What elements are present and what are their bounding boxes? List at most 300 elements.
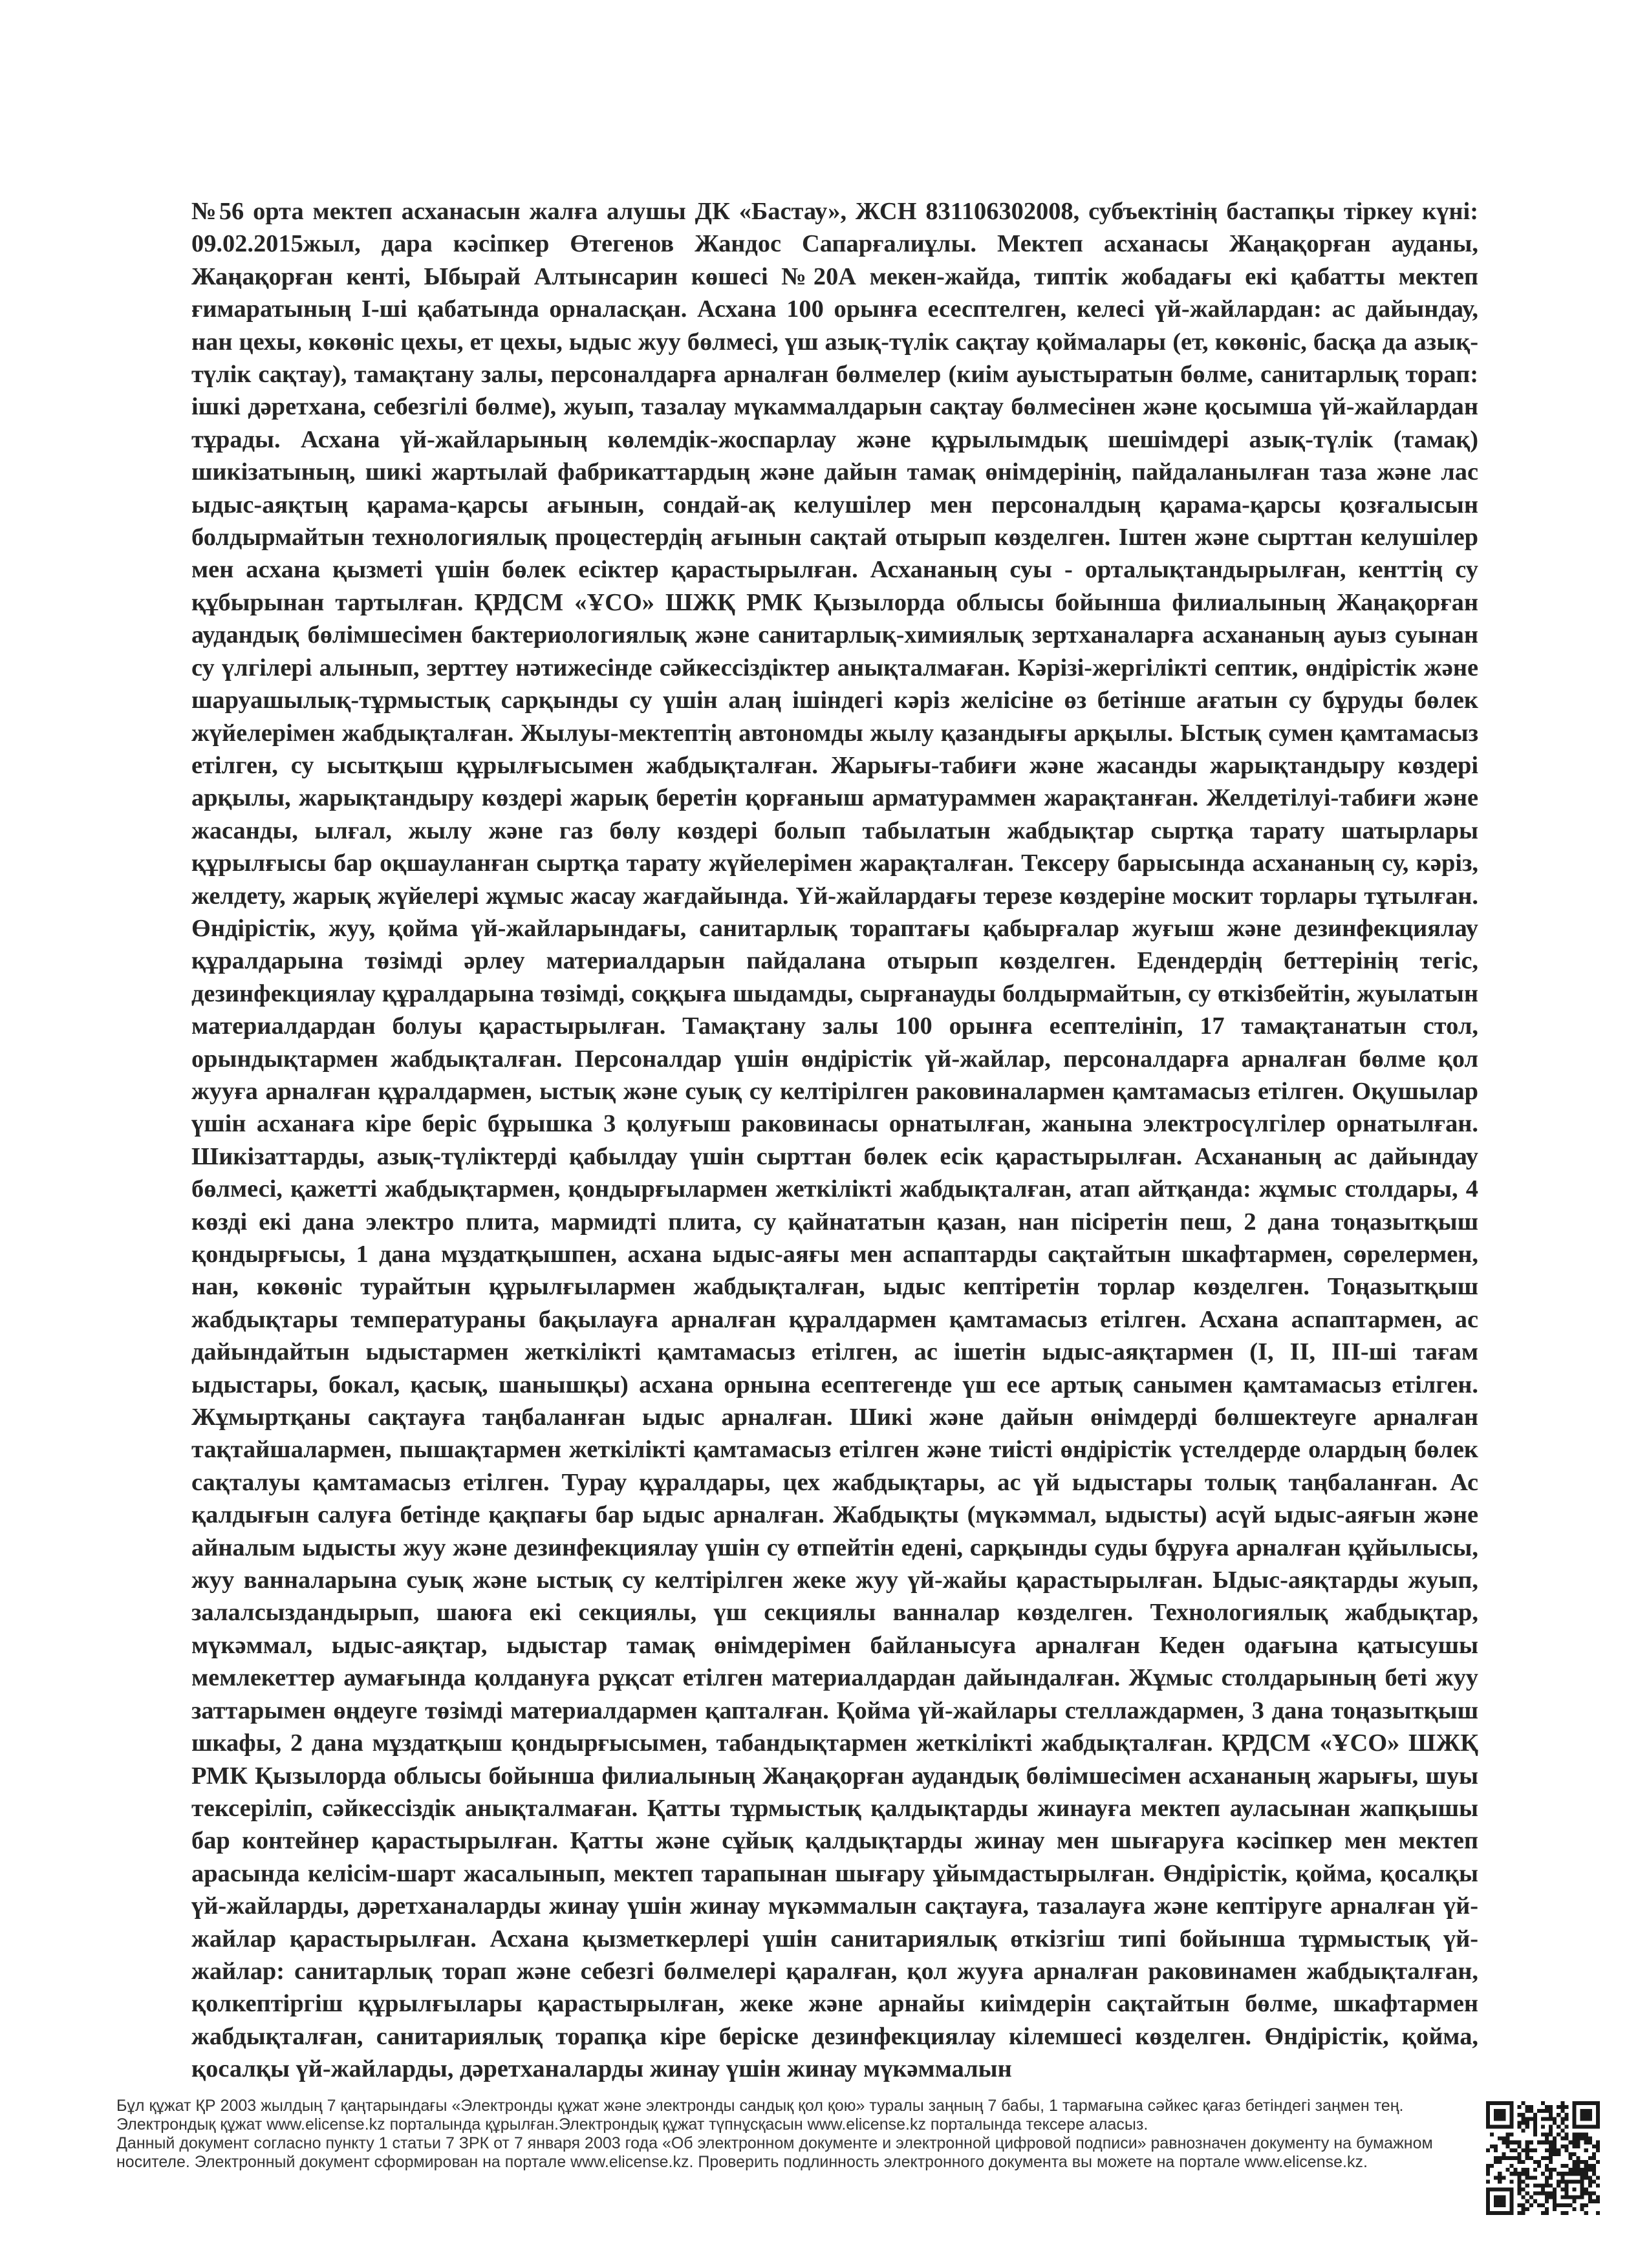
- qr-module: [1564, 2113, 1568, 2117]
- qr-module: [1541, 2109, 1545, 2113]
- qr-module: [1584, 2109, 1588, 2113]
- qr-module: [1580, 2133, 1584, 2137]
- qr-module: [1553, 2199, 1557, 2203]
- qr-module: [1494, 2203, 1498, 2207]
- qr-module: [1522, 2172, 1525, 2176]
- qr-module: [1533, 2148, 1537, 2152]
- qr-module: [1498, 2101, 1502, 2105]
- qr-module: [1568, 2172, 1572, 2176]
- qr-module: [1584, 2203, 1588, 2207]
- qr-module: [1529, 2105, 1533, 2109]
- qr-module: [1494, 2176, 1498, 2179]
- qr-module: [1525, 2124, 1529, 2128]
- qr-module: [1577, 2101, 1580, 2105]
- qr-module: [1522, 2148, 1525, 2152]
- qr-module: [1502, 2196, 1505, 2199]
- qr-module: [1577, 2168, 1580, 2172]
- qr-module: [1588, 2117, 1592, 2121]
- qr-module: [1533, 2183, 1537, 2187]
- qr-module: [1518, 2152, 1522, 2156]
- qr-module: [1513, 2156, 1517, 2160]
- qr-module: [1525, 2141, 1529, 2145]
- qr-module: [1584, 2164, 1588, 2168]
- qr-module: [1486, 2207, 1490, 2211]
- qr-module: [1584, 2176, 1588, 2179]
- footer-line-kz-portal: Электрондық құжат www.elicense.kz порталында құрылған.Электрондық құжат түпнұсқасын www.elicense.kz порталында тексере аласыз.: [116, 2115, 1148, 2134]
- qr-module: [1533, 2117, 1537, 2121]
- qr-module: [1549, 2192, 1553, 2196]
- qr-module: [1498, 2176, 1502, 2179]
- qr-module: [1584, 2137, 1588, 2141]
- qr-module: [1525, 2176, 1529, 2179]
- qr-module: [1588, 2192, 1592, 2196]
- qr-module: [1573, 2133, 1577, 2137]
- qr-module: [1573, 2164, 1577, 2168]
- qr-module: [1553, 2207, 1557, 2211]
- qr-module: [1502, 2141, 1505, 2145]
- qr-module: [1522, 2168, 1525, 2172]
- qr-module: [1518, 2121, 1522, 2124]
- qr-module: [1486, 2179, 1490, 2183]
- qr-module: [1505, 2133, 1509, 2137]
- qr-module: [1522, 2211, 1525, 2215]
- qr-module: [1584, 2148, 1588, 2152]
- qr-module: [1573, 2137, 1577, 2141]
- qr-module: [1498, 2160, 1502, 2164]
- qr-module: [1533, 2168, 1537, 2172]
- qr-module: [1490, 2133, 1494, 2137]
- qr-module: [1588, 2109, 1592, 2113]
- document-body-text: №56 орта мектеп асханасын жалға алушы ДК «Бастау», ЖСН 831106302008, субъектінің бастапқы тіркеу күні: 09.02.2015жыл, дара кәсіпкер Өтегенов Жандос Сапарғалиұлы. Мектеп асханасы Жаңақорған ауданы, Жаңақорған кенті, Ыбырай Алтынсарин көшесі №20А мекен-жайда, типтік жобадағы екі қабатты мектеп ғимаратының І-ші қабатында орналасқан. Асхана 100 орынға есесптелген, келесі үй-жайлардан: ас дайындау, нан цехы, көкөніс цехы, ет цехы, ыдыс жуу бөлмесі, үш азық-түлік сақтау қоймалары (ет, көкөніс, басқа да азық-түлік сақтау), тамақтану залы, персоналдарға арналған бөлмелер (киім ауыстыратын бөлме, санитарлық торап: ішкі дәретхана, себезгілі бөлме), жуып, тазалау мүкаммалдарын сақтау бөлмесінен және қосымша үй-жайлардан тұрады. Асхана үй-жайларының көлемдік-жоспарлау және құрылымдық шешімдері азық-түлік (тамақ) шикізатының, шикі жартылай фабрикаттардың және дайын тамақ өнімдерінің, пайдаланылған таза және лас ыдыс-аяқтың қарама-қарсы ағынын, сондай-ақ келушілер мен персоналдың қарама-қарсы қозғалысын болдырмайтын технологиялық процестердің ағынын сақтай отырып көзделген. Іштен және сырттан келушілер мен асхана қызметі үшін бөлек есіктер қарастырылған. Асхананың суы - орталықтандырылған, кенттің су құбырынан тартылған. ҚРДСМ «ҰСО» ШЖҚ РМК Қызылорда облысы бойынша филиалының Жаңақорған аудандық бөлімшесімен бактериологиялық және санитарлық-химиялық зертханаларға асхананың ауыз суынан су үлгілері алынып, зерттеу нәтижесінде сәйкессіздіктер анықталмаған. Кәрізі-жергілікті септик, өндірістік және шаруашылық-тұрмыстық сарқынды су үшін алаң ішіндегі кәріз желісіне өз бетінше ағатын су бұруды бөлек жүйелерімен жабдықталған. Жылуы-мектептің автономды жылу қазандығы арқылы. Ыстық сумен қамтамасыз етілген, су ысытқыш құрылғысымен жабдықталған. Жарығы-табиғи және жасанды жарықтандыру көздері арқылы, жарықтандыру көздері жарық беретін қорғаныш арматураммен жарақтанған. Желдетілуі-табиғи және жасанды, ылғал, жылу және газ бөлу көздері болып табылатын жабдықтар сыртқа тарату шатырлары құрылғысы бар оқшауланған сыртқа тарату жүйелерімен жарақталған. Тексеру барысында асхананың су, кәріз, желдету, жарық жүйелері жұмыс жасау жағдайында. Үй-жайлардағы терезе көздеріне москит торлары тұтылған. Өндірістік, жуу, қойма үй-жайларындағы, санитарлық тораптағы қабырғалар жуғыш және дезинфекциялау құралдарына төзімді әрлеу материалдарын пайдалана отырып көзделген. Едендердің беттерінің тегіс, дезинфекциялау құралдарына төзімді, соққыға шыдамды, сырғанауды болдырмайтын, су өткізбейтін, жуылатын материалдардан болуы қарастырылған. Тамақтану залы 100 орынға есептелініп, 17 тамақтанатын стол, орындықтармен жабдықталған. Персоналдар үшін өндірістік үй-жайлар, персоналдарға арналған бөлме қол жууға арналған құралдармен, ыстық және суық су келтірілген раковиналармен қамтамасыз етілген. Оқушылар үшін асханаға кіре беріс бұрышка 3 қолуғыш раковинасы орнатылған, жанына электросүлгілер орнатылған. Шикізаттарды, азық-түліктерді қабылдау үшін сырттан бөлек есік қарастырылған. Асхананың ас дайындау бөлмесі, қажетті жабдықтармен, қондырғылармен жеткілікті жабдықталған, атап айтқанда: жұмыс столдары, 4 көзді екі дана электро плита, мармидті плита, су қайнататын қазан, нан пісіретін пеш, 2 дана тоңазытқыш қондырғысы, 1 дана мұздатқышпен, асхана ыдыс-аяғы мен аспаптарды сақтайтын шкафтармен, сөрелермен, нан, көкөніс турайтын құрылғылармен жабдықталған, ыдыс кептіретін торлар көзделген. Тоңазытқыш жабдықтары температураны бақылауға арналған құралдармен қамтамасыз етілген. Асхана аспаптармен, ас дайындайтын ыдыстармен жеткілікті қамтамасыз етілген, ас ішетін ыдыс-аяқтармен (І, ІІ, ІІІ-ші тағам ыдыстары, бокал, қасық, шанышқы) асхана орнына есептегенде үш есе артық санымен қамтамасыз етілген. Жұмыртқаны сақтауға таңбаланған ыдыс арналған. Шикі және дайын өнімдерді бөлшектеуге арналған тақтайшалармен, пышақтармен жеткілікті қамтамасыз етілген және тиісті өндірістік үстелдерде олардың бөлек сақталуы қамтамасыз етілген. Турау құралдары, цех жабдықтары, ас үй ыдыстары толық таңбаланған. Ас қалдығын салуға бетінде қақпағы бар ыдыс арналған. Жабдықты (мүкәммал, ыдысты) асүй ыдыс-аяғын және айналым ыдысты жуу және дезинфекциялау үшін су өтпейтін едені, сарқынды суды бұруға арналған құйылысы, жуу ванналарына суық және ыстық су келтірілген жеке жуу үй-жайы қарастырылған. Ыдыс-аяқтарды жуып, залалсыздандырып, шаюға екі секциялы, үш секциялы ванналар көзделген. Технологиялық жабдықтар, мүкәммал, ыдыс-аяқтар, ыдыстар тамақ өнімдерімен байланысуға арналған Кеден одағына қатысушы мемлекеттер аумағында қолдануға рұқсат етілген материалдардан дайындалған. Жұмыс столдарының беті жуу заттарымен өңдеуге төзімді материалдармен қапталған. Қойма үй-жайлары стеллаждармен, 3 дана тоңазытқыш шкафы, 2 дана мұздатқыш қондырғысымен, табандықтармен жеткілікті жабдықталған. ҚРДСМ «ҰСО» ШЖҚ РМК Қызылорда облысы бойынша филиалының Жаңақорған аудандық бөлімшесімен асхананың жарығы, шуы тексеріліп, сәйкессіздік анықталмаған. Қатты тұрмыстық қалдықтарды жинауға мектеп ауласынан жапқышы бар контейнер қарастырылған. Қатты және сұйық қалдықтарды жинау мен шығаруға кәсіпкер мен мектеп арасында келісім-шарт жасалынып, мектеп тарапынан шығару ұйымдастырылған. Өндірістік, қойма, қосалқы үй-жайларды, дәретханаларды жинау үшін жинау мүкәммалын сақтауға, тазалауға және кептіруге арналған үй-жайлар қарастырылған. Асхана қызметкерлері үшін санитариялық өткізгіш типі бойынша тұрмыстық үй-жайлар: санитарлық торап және себезгі бөлмелері қаралған, қол жууға арналған раковинамен жабдықталған, қолкептіргіш құрылғылары қарастырылған, жеке және арнайы киімдерін сақтайтын бөлме, шкафтармен жабдықталған, санитариялық торапқа кіре беріске дезинфекциялау кілемшесі көзделген. Өндірістік, қойма, қосалқы үй-жайларды, дәретханаларды жинау үшін жинау мүкәммалын: [191, 198, 1478, 2083]
- qr-module: [1549, 2172, 1553, 2176]
- qr-module: [1486, 2101, 1490, 2105]
- qr-module: [1560, 2188, 1564, 2192]
- qr-module: [1518, 2192, 1522, 2196]
- qr-module: [1592, 2179, 1596, 2183]
- qr-module: [1596, 2113, 1600, 2117]
- qr-module: [1568, 2179, 1572, 2183]
- qr-module: [1518, 2188, 1522, 2192]
- qr-module: [1518, 2172, 1522, 2176]
- qr-module: [1498, 2203, 1502, 2207]
- qr-module: [1490, 2188, 1494, 2192]
- qr-module: [1545, 2109, 1549, 2113]
- qr-module: [1502, 2113, 1505, 2117]
- qr-module: [1494, 2145, 1498, 2148]
- qr-module: [1596, 2121, 1600, 2124]
- qr-module: [1498, 2109, 1502, 2113]
- qr-module: [1549, 2141, 1553, 2145]
- qr-module: [1549, 2124, 1553, 2128]
- qr-module: [1588, 2196, 1592, 2199]
- qr-module: [1509, 2148, 1513, 2152]
- qr-module: [1505, 2141, 1509, 2145]
- qr-module: [1560, 2101, 1564, 2105]
- qr-module: [1545, 2133, 1549, 2137]
- qr-module: [1518, 2113, 1522, 2117]
- qr-module: [1509, 2109, 1513, 2113]
- qr-module: [1494, 2101, 1498, 2105]
- qr-module: [1549, 2196, 1553, 2199]
- qr-module: [1584, 2113, 1588, 2117]
- qr-module: [1525, 2109, 1529, 2113]
- qr-module: [1588, 2124, 1592, 2128]
- qr-module: [1580, 2188, 1584, 2192]
- qr-module: [1509, 2121, 1513, 2124]
- qr-module: [1588, 2199, 1592, 2203]
- qr-module: [1494, 2109, 1498, 2113]
- qr-module: [1498, 2172, 1502, 2176]
- qr-module: [1525, 2168, 1529, 2172]
- qr-module: [1580, 2192, 1584, 2196]
- qr-module: [1580, 2160, 1584, 2164]
- qr-module: [1509, 2113, 1513, 2117]
- qr-module: [1509, 2124, 1513, 2128]
- qr-module: [1486, 2164, 1490, 2168]
- qr-module: [1584, 2133, 1588, 2137]
- qr-module: [1490, 2101, 1494, 2105]
- qr-module: [1525, 2152, 1529, 2156]
- qr-module: [1525, 2192, 1529, 2196]
- qr-module: [1541, 2211, 1545, 2215]
- qr-module: [1545, 2164, 1549, 2168]
- qr-module: [1549, 2128, 1553, 2132]
- qr-module: [1584, 2141, 1588, 2145]
- qr-module: [1573, 2179, 1577, 2183]
- qr-module: [1564, 2105, 1568, 2109]
- qr-module: [1580, 2179, 1584, 2183]
- qr-module: [1486, 2188, 1490, 2192]
- qr-module: [1560, 2109, 1564, 2113]
- qr-module: [1549, 2168, 1553, 2172]
- footer-line-kz-law: Бұл құжат ҚР 2003 жылдың 7 қаңтарындағы «Электронды құжат және электронды сандық қол қою» туралы заңның 7 бабы, 1 тармағына сәйкес қағаз бетіндегі заңмен тең.: [116, 2097, 1404, 2115]
- qr-module: [1573, 2172, 1577, 2176]
- qr-module: [1541, 2156, 1545, 2160]
- qr-module: [1494, 2211, 1498, 2215]
- qr-module: [1564, 2164, 1568, 2168]
- qr-module: [1537, 2141, 1541, 2145]
- qr-module: [1596, 2211, 1600, 2215]
- qr-module: [1560, 2211, 1564, 2215]
- qr-module: [1486, 2148, 1490, 2152]
- qr-module: [1549, 2156, 1553, 2160]
- qr-code-icon: [1486, 2101, 1600, 2215]
- qr-module: [1549, 2183, 1553, 2187]
- footer-line-ru-portal: носителе. Электронный документ сформирован на портале www.elicense.kz. Проверить подлинность электронного документа вы можете на портале www.elicense.kz.: [116, 2153, 1368, 2171]
- qr-module: [1533, 2128, 1537, 2132]
- qr-module: [1486, 2113, 1490, 2117]
- qr-module: [1498, 2188, 1502, 2192]
- qr-module: [1592, 2199, 1596, 2203]
- qr-module: [1518, 2176, 1522, 2179]
- qr-module: [1545, 2207, 1549, 2211]
- qr-module: [1545, 2141, 1549, 2145]
- qr-module: [1498, 2211, 1502, 2215]
- qr-module: [1502, 2137, 1505, 2141]
- qr-module: [1573, 2196, 1577, 2199]
- qr-module: [1592, 2164, 1596, 2168]
- qr-module: [1502, 2156, 1505, 2160]
- qr-module: [1518, 2203, 1522, 2207]
- qr-module: [1560, 2121, 1564, 2124]
- qr-module: [1592, 2101, 1596, 2105]
- qr-module: [1509, 2172, 1513, 2176]
- qr-module: [1541, 2203, 1545, 2207]
- qr-module: [1592, 2145, 1596, 2148]
- qr-module: [1537, 2164, 1541, 2168]
- qr-module: [1494, 2124, 1498, 2128]
- qr-module: [1577, 2164, 1580, 2168]
- qr-module: [1568, 2196, 1572, 2199]
- qr-module: [1596, 2160, 1600, 2164]
- qr-module: [1522, 2128, 1525, 2132]
- qr-module: [1498, 2117, 1502, 2121]
- qr-module: [1494, 2188, 1498, 2192]
- qr-module: [1596, 2141, 1600, 2145]
- qr-module: [1541, 2117, 1545, 2121]
- qr-module: [1580, 2183, 1584, 2187]
- qr-module: [1490, 2211, 1494, 2215]
- qr-module: [1573, 2109, 1577, 2113]
- qr-module: [1596, 2148, 1600, 2152]
- qr-module: [1553, 2148, 1557, 2152]
- qr-module: [1560, 2128, 1564, 2132]
- qr-module: [1573, 2199, 1577, 2203]
- qr-module: [1592, 2172, 1596, 2176]
- qr-module: [1564, 2117, 1568, 2121]
- qr-module: [1560, 2145, 1564, 2148]
- qr-module: [1549, 2160, 1553, 2164]
- qr-module: [1584, 2172, 1588, 2176]
- footer-line-ru-law: Данный документ согласно пункту 1 статьи 7 ЗРК от 7 января 2003 года «Об электронном документе и электронной цифровой подписи» равнозначен документу на бумажном: [116, 2134, 1433, 2152]
- qr-module: [1505, 2124, 1509, 2128]
- qr-module: [1584, 2124, 1588, 2128]
- qr-module: [1553, 2196, 1557, 2199]
- qr-module: [1577, 2156, 1580, 2160]
- qr-module: [1486, 2109, 1490, 2113]
- qr-module: [1498, 2199, 1502, 2203]
- qr-module: [1549, 2152, 1553, 2156]
- qr-module: [1498, 2196, 1502, 2199]
- qr-module: [1525, 2207, 1529, 2211]
- qr-module: [1557, 2172, 1560, 2176]
- qr-module: [1486, 2105, 1490, 2109]
- qr-module: [1518, 2141, 1522, 2145]
- qr-module: [1545, 2192, 1549, 2196]
- qr-module: [1560, 2203, 1564, 2207]
- qr-module: [1560, 2196, 1564, 2199]
- qr-module: [1564, 2203, 1568, 2207]
- qr-module: [1549, 2105, 1553, 2109]
- qr-module: [1557, 2179, 1560, 2183]
- qr-module: [1498, 2124, 1502, 2128]
- document-footer: [116, 2097, 1449, 2207]
- qr-module: [1573, 2101, 1577, 2105]
- qr-module: [1498, 2137, 1502, 2141]
- qr-module: [1522, 2117, 1525, 2121]
- qr-module: [1486, 2192, 1490, 2196]
- qr-module: [1557, 2133, 1560, 2137]
- qr-module: [1553, 2192, 1557, 2196]
- qr-module: [1549, 2133, 1553, 2137]
- qr-module: [1494, 2196, 1498, 2199]
- qr-module: [1557, 2105, 1560, 2109]
- qr-module: [1553, 2141, 1557, 2145]
- qr-module: [1573, 2113, 1577, 2117]
- qr-module: [1502, 2203, 1505, 2207]
- qr-module: [1502, 2124, 1505, 2128]
- qr-module: [1560, 2172, 1564, 2176]
- qr-module: [1498, 2156, 1502, 2160]
- qr-module: [1553, 2137, 1557, 2141]
- qr-module: [1553, 2168, 1557, 2172]
- qr-module: [1560, 2179, 1564, 2183]
- qr-module: [1580, 2203, 1584, 2207]
- qr-module: [1584, 2168, 1588, 2172]
- qr-module: [1592, 2192, 1596, 2196]
- qr-module: [1564, 2148, 1568, 2152]
- qr-module: [1573, 2105, 1577, 2109]
- qr-module: [1557, 2113, 1560, 2117]
- qr-module: [1557, 2203, 1560, 2207]
- qr-module: [1549, 2109, 1553, 2113]
- qr-module: [1545, 2199, 1549, 2203]
- qr-module: [1549, 2113, 1553, 2117]
- qr-module: [1522, 2196, 1525, 2199]
- qr-module: [1541, 2133, 1545, 2137]
- qr-module: [1486, 2121, 1490, 2124]
- qr-module: [1498, 2179, 1502, 2183]
- qr-module: [1505, 2145, 1509, 2148]
- qr-module: [1568, 2203, 1572, 2207]
- qr-module: [1541, 2188, 1545, 2192]
- qr-module: [1533, 2160, 1537, 2164]
- qr-module: [1505, 2137, 1509, 2141]
- qr-module: [1518, 2145, 1522, 2148]
- qr-module: [1494, 2117, 1498, 2121]
- qr-module: [1494, 2160, 1498, 2164]
- qr-module: [1577, 2179, 1580, 2183]
- qr-module: [1486, 2211, 1490, 2215]
- qr-module: [1549, 2148, 1553, 2152]
- qr-module: [1584, 2101, 1588, 2105]
- qr-module: [1522, 2121, 1525, 2124]
- qr-module: [1522, 2160, 1525, 2164]
- qr-module: [1596, 2145, 1600, 2148]
- qr-module: [1529, 2176, 1533, 2179]
- qr-module: [1525, 2105, 1529, 2109]
- qr-module: [1505, 2156, 1509, 2160]
- qr-module: [1580, 2113, 1584, 2117]
- qr-module: [1518, 2160, 1522, 2164]
- qr-module: [1573, 2121, 1577, 2124]
- qr-module: [1533, 2133, 1537, 2137]
- qr-module: [1584, 2160, 1588, 2164]
- qr-module: [1525, 2145, 1529, 2148]
- qr-module: [1518, 2105, 1522, 2109]
- qr-module: [1588, 2168, 1592, 2172]
- qr-module: [1518, 2179, 1522, 2183]
- qr-module: [1577, 2160, 1580, 2164]
- qr-module: [1580, 2176, 1584, 2179]
- qr-module: [1580, 2196, 1584, 2199]
- qr-module: [1525, 2117, 1529, 2121]
- qr-module: [1494, 2156, 1498, 2160]
- qr-module: [1553, 2117, 1557, 2121]
- qr-module: [1502, 2176, 1505, 2179]
- qr-module: [1588, 2137, 1592, 2141]
- qr-module: [1502, 2152, 1505, 2156]
- qr-module: [1509, 2211, 1513, 2215]
- qr-module: [1529, 2156, 1533, 2160]
- qr-module: [1592, 2124, 1596, 2128]
- qr-module: [1553, 2145, 1557, 2148]
- qr-module: [1505, 2101, 1509, 2105]
- qr-module: [1577, 2141, 1580, 2145]
- qr-module: [1541, 2192, 1545, 2196]
- qr-module: [1522, 2113, 1525, 2117]
- qr-module: [1573, 2124, 1577, 2128]
- qr-module: [1541, 2101, 1545, 2105]
- qr-module: [1573, 2145, 1577, 2148]
- qr-module: [1553, 2152, 1557, 2156]
- qr-module: [1486, 2168, 1490, 2172]
- qr-module: [1553, 2203, 1557, 2207]
- qr-module: [1522, 2101, 1525, 2105]
- qr-module: [1509, 2196, 1513, 2199]
- qr-module: [1498, 2113, 1502, 2117]
- qr-module: [1577, 2133, 1580, 2137]
- qr-module: [1509, 2133, 1513, 2137]
- qr-module: [1564, 2179, 1568, 2183]
- qr-module: [1529, 2109, 1533, 2113]
- qr-module: [1525, 2148, 1529, 2152]
- qr-module: [1592, 2152, 1596, 2156]
- qr-module: [1573, 2207, 1577, 2211]
- qr-module: [1509, 2105, 1513, 2109]
- qr-module: [1537, 2109, 1541, 2113]
- qr-module: [1549, 2145, 1553, 2148]
- qr-module: [1545, 2156, 1549, 2160]
- qr-module: [1553, 2121, 1557, 2124]
- qr-module: [1592, 2156, 1596, 2160]
- qr-module: [1533, 2121, 1537, 2124]
- qr-module: [1596, 2109, 1600, 2113]
- qr-module: [1557, 2148, 1560, 2152]
- qr-module: [1584, 2117, 1588, 2121]
- qr-module: [1505, 2168, 1509, 2172]
- qr-module: [1584, 2192, 1588, 2196]
- qr-module: [1573, 2168, 1577, 2172]
- qr-module: [1529, 2117, 1533, 2121]
- qr-module: [1518, 2211, 1522, 2215]
- qr-module: [1564, 2183, 1568, 2187]
- qr-module: [1490, 2124, 1494, 2128]
- qr-module: [1545, 2196, 1549, 2199]
- qr-module: [1545, 2148, 1549, 2152]
- qr-module: [1564, 2133, 1568, 2137]
- qr-module: [1509, 2101, 1513, 2105]
- qr-module: [1502, 2199, 1505, 2203]
- qr-module: [1533, 2113, 1537, 2117]
- qr-module: [1537, 2192, 1541, 2196]
- qr-module: [1545, 2211, 1549, 2215]
- qr-module: [1533, 2199, 1537, 2203]
- qr-module: [1513, 2168, 1517, 2172]
- qr-module: [1580, 2101, 1584, 2105]
- qr-module: [1584, 2211, 1588, 2215]
- qr-module: [1502, 2101, 1505, 2105]
